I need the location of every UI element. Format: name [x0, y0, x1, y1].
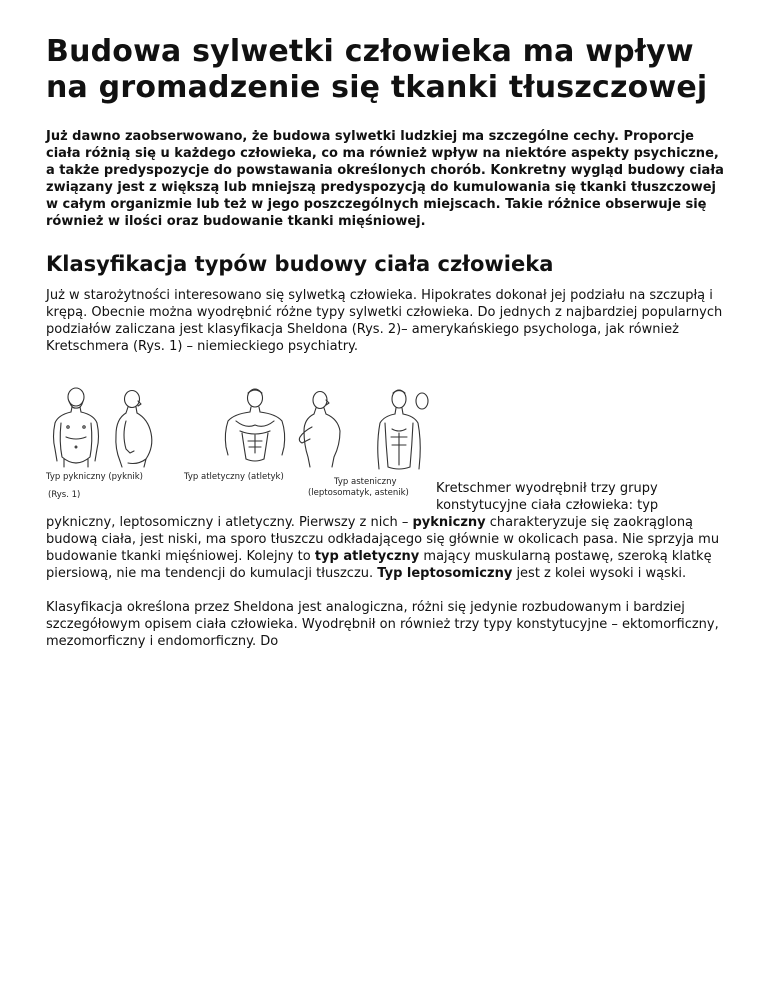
term-pyknic: pykniczny: [412, 515, 486, 530]
lead-paragraph: Już dawno zaobserwowano, że budowa sylwetki ludzkiej ma szczególne cechy. Proporcje ciała różnią się u każdego człowieka, co ma również wpływ na niektóre aspekty psychiczne, a także predyspozycje do powstawania określonych chorób. Konkretny wygląd budowy ciała związany jest z większą lub mniejszą predyspozycją do kumulowania się tkanki tłuszczowej w całym organizmie lub też w jego poszczególnych miejscach. Takie różnice obserwuje się również w ilości oraz budowanie tkanki mięśniowej.: [46, 129, 724, 229]
athletic-side-figure: [299, 392, 340, 468]
body-types-illustration: [42, 387, 434, 499]
intro-paragraph: Już w starożytności interesowano się sylwetką człowieka. Hipokrates dokonał jej podziału na szczupłą i krępą. Obecnie można wyodrębnić różne typy sylwetki człowieka. Do jednych z najbardziej popularnych podziałów zaliczana jest klasyfikacja Sheldona (Rys. 2)– amerykańskiego psychologa, jak również Kretschmera (Rys. 1) – niemieckiego psychiatry.: [46, 288, 723, 354]
page-title: Budowa sylwetki człowieka ma wpływ na gromadzenie się tkanki tłuszczowej: [46, 34, 708, 105]
figure-block: [46, 387, 730, 582]
pyknic-front-figure: [54, 388, 99, 467]
document-page: [46, 34, 730, 667]
athletic-front-figure: [225, 389, 284, 461]
figure-label: (Rys. 1): [48, 490, 81, 499]
caption-asthenic-line2: (leptosomatyk, astenik): [308, 488, 409, 498]
caption-asthenic-line1: Typ asteniczny: [334, 477, 397, 487]
term-athletic: typ atletyczny: [314, 549, 420, 564]
asthenic-side-figure: [416, 393, 428, 409]
pyknic-side-figure: [116, 391, 152, 468]
sheldon-paragraph: Klasyfikacja określona przez Sheldona jest analogiczna, różni się jedynie rozbudowanym i bardziej szczegółowym opisem ciała człowieka. Wyodrębnił on również trzy typy konstytucyjne – ektomorficzny, mezomorficzny i endomorficzny. Do: [46, 600, 719, 649]
caption-pyknic: Typ pykniczny (pyknik): [46, 472, 143, 482]
body-types-figure: [42, 387, 434, 499]
section-heading: Klasyfikacja typów budowy ciała człowieka: [46, 252, 554, 276]
caption-athletic: Typ atletyczny (atletyk): [184, 472, 284, 482]
kretschmer-paragraph: Kretschmer wyodrębnił trzy grupy konstytucyjne ciała człowieka: typ pykniczny, leptosomiczny i atletyczny. Pierwszy z nich – pykniczny charakteryzuje się zaokrągloną budową ciała, jest niski, ma sporo tłuszczu odkładającego się głównie w okolicach pasa. Nie sprzyja mu budowanie tkanki mięśniowej. Kolejny to typ atletyczny mający muskularną postawę, szeroką klatkę piersiową, nie ma tendencji do kumulacji tłuszczu. Typ leptosomiczny jest z kolei wysoki i wąski.: [46, 481, 720, 581]
term-leptosomic: Typ leptosomiczny: [377, 566, 513, 581]
asthenic-front-figure: [378, 390, 421, 469]
